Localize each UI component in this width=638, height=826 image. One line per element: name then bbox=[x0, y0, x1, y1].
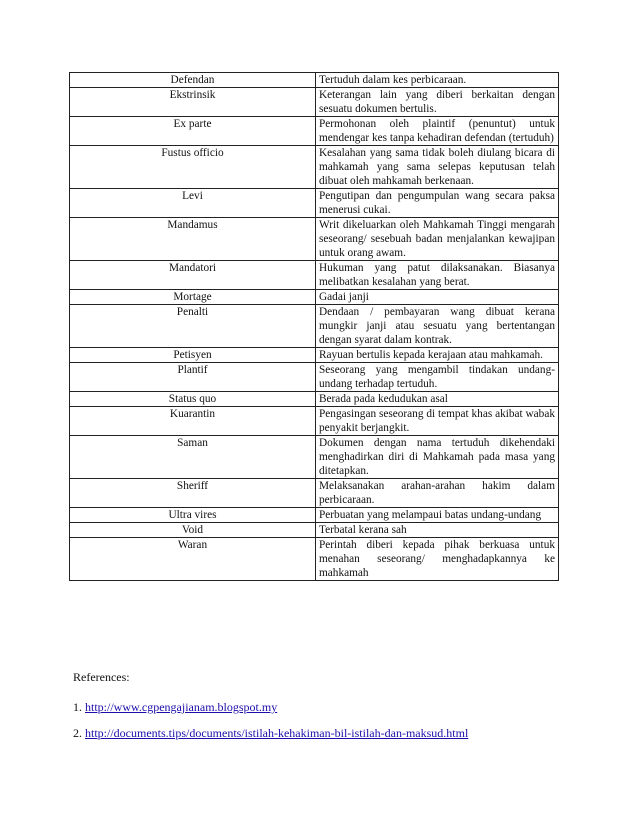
glossary-definition: Dokumen dengan nama tertuduh dikehendaki menghadirkan diri di Mahkamah pada masa yang ditetapkan. bbox=[316, 436, 559, 479]
glossary-definition: Pengasingan seseorang di tempat khas akibat wabak penyakit berjangkit. bbox=[316, 407, 559, 436]
glossary-row bbox=[70, 538, 559, 581]
glossary-row bbox=[70, 407, 559, 436]
glossary-definition: Hukuman yang patut dilaksanakan. Biasanya melibatkan kesalahan yang berat. bbox=[316, 261, 559, 290]
glossary-row bbox=[70, 348, 559, 363]
glossary-row bbox=[70, 508, 559, 523]
glossary-body bbox=[70, 73, 559, 581]
glossary-row bbox=[70, 73, 559, 88]
glossary-term: Defendan bbox=[70, 73, 316, 88]
glossary-term: Petisyen bbox=[70, 348, 316, 363]
glossary-term: Mandatori bbox=[70, 261, 316, 290]
glossary-definition: Melaksanakan arahan-arahan hakim dalam perbicaraan. bbox=[316, 479, 559, 508]
reference-link[interactable]: http://www.cgpengajianam.blogspot.my bbox=[85, 700, 278, 714]
glossary-row bbox=[70, 88, 559, 117]
glossary-row bbox=[70, 392, 559, 407]
glossary-term: Ultra vires bbox=[70, 508, 316, 523]
glossary-term: Levi bbox=[70, 189, 316, 218]
glossary-term: Fustus officio bbox=[70, 146, 316, 189]
glossary-definition: Writ dikeluarkan oleh Mahkamah Tinggi mengarah seseorang/ sesebuah badan menjalankan kewajipan untuk orang awam. bbox=[316, 218, 559, 261]
glossary-term: Saman bbox=[70, 436, 316, 479]
glossary-table bbox=[69, 72, 559, 581]
glossary-row bbox=[70, 146, 559, 189]
glossary-row bbox=[70, 479, 559, 508]
glossary-definition: Gadai janji bbox=[316, 290, 559, 305]
glossary-row bbox=[70, 290, 559, 305]
glossary-term: Ex parte bbox=[70, 117, 316, 146]
glossary-term: Penalti bbox=[70, 305, 316, 348]
glossary-definition: Pengutipan dan pengumpulan wang secara paksa menerusi cukai. bbox=[316, 189, 559, 218]
glossary-definition: Perintah diberi kepada pihak berkuasa untuk menahan seseorang/ menghadapkannya ke mahkamah bbox=[316, 538, 559, 581]
glossary-definition: Berada pada kedudukan asal bbox=[316, 392, 559, 407]
glossary-row bbox=[70, 363, 559, 392]
glossary-row bbox=[70, 523, 559, 538]
glossary-definition: Kesalahan yang sama tidak boleh diulang bicara di mahkamah yang sama selepas keputusan telah dibuat oleh mahkamah berkenaan. bbox=[316, 146, 559, 189]
glossary-definition: Terbatal kerana sah bbox=[316, 523, 559, 538]
glossary-definition: Dendaan / pembayaran wang dibuat kerana mungkir janji atau sesuatu yang bertentangan dengan syarat dalam kontrak. bbox=[316, 305, 559, 348]
reference-item bbox=[73, 700, 468, 714]
glossary-term: Mortage bbox=[70, 290, 316, 305]
glossary-term: Kuarantin bbox=[70, 407, 316, 436]
glossary-definition: Perbuatan yang melampaui batas undang-undang bbox=[316, 508, 559, 523]
glossary-term: Sheriff bbox=[70, 479, 316, 508]
glossary-term: Waran bbox=[70, 538, 316, 581]
glossary-term: Plantif bbox=[70, 363, 316, 392]
reference-number: 1. bbox=[73, 700, 82, 714]
glossary-row bbox=[70, 218, 559, 261]
glossary-term: Void bbox=[70, 523, 316, 538]
glossary-row bbox=[70, 436, 559, 479]
glossary-definition: Keterangan lain yang diberi berkaitan dengan sesuatu dokumen bertulis. bbox=[316, 88, 559, 117]
glossary-row bbox=[70, 305, 559, 348]
reference-item bbox=[73, 726, 468, 740]
glossary-term: Mandamus bbox=[70, 218, 316, 261]
glossary-term: Status quo bbox=[70, 392, 316, 407]
reference-link[interactable]: http://documents.tips/documents/istilah-kehakiman-bil-istilah-dan-maksud.html bbox=[85, 726, 469, 740]
glossary-row bbox=[70, 261, 559, 290]
references-section bbox=[73, 670, 468, 752]
glossary-definition: Permohonan oleh plaintif (penuntut) untuk mendengar kes tanpa kehadiran defendan (tertuduh) bbox=[316, 117, 559, 146]
glossary-row bbox=[70, 189, 559, 218]
references-heading: References: bbox=[73, 670, 130, 684]
glossary-definition: Seseorang yang mengambil tindakan undang-undang terhadap tertuduh. bbox=[316, 363, 559, 392]
reference-number: 2. bbox=[73, 726, 82, 740]
glossary-definition: Tertuduh dalam kes perbicaraan. bbox=[316, 73, 559, 88]
glossary-definition: Rayuan bertulis kepada kerajaan atau mahkamah. bbox=[316, 348, 559, 363]
glossary-row bbox=[70, 117, 559, 146]
glossary-term: Ekstrinsik bbox=[70, 88, 316, 117]
